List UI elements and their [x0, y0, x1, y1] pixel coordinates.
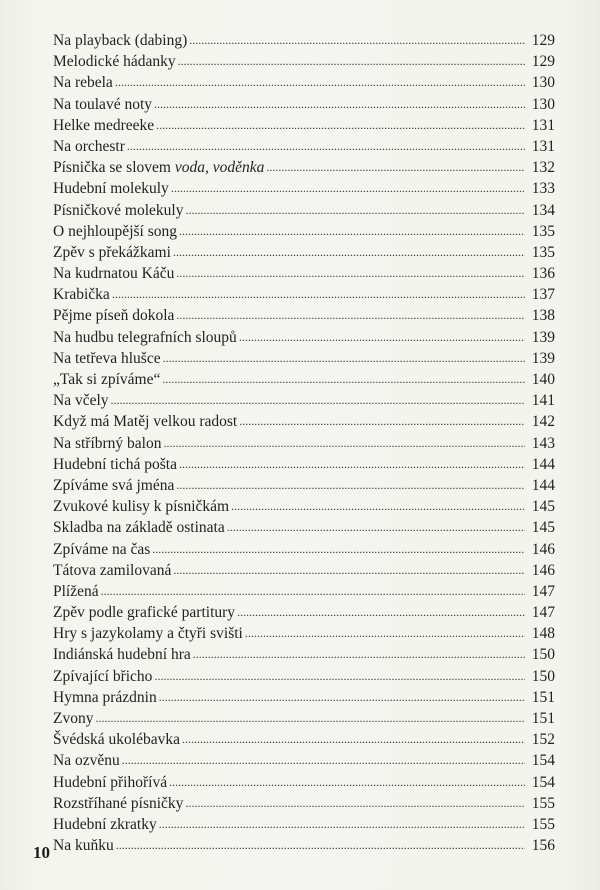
dot-leader — [179, 221, 525, 242]
toc-entry — [53, 602, 555, 623]
toc-entry-page: 135 — [531, 243, 555, 261]
toc-entry — [53, 327, 555, 348]
toc-entry-title: Indiánská hudební hra — [53, 646, 191, 664]
dot-leader — [176, 305, 525, 326]
toc-entry-page: 146 — [531, 540, 555, 558]
toc-entry-title: Hudební přihořívá — [53, 773, 168, 791]
toc-entry-title: Melodické hádanky — [53, 53, 176, 71]
toc-entry-title: Na hudbu telegrafních sloupů — [53, 328, 237, 346]
toc-entry-title: Zpívající břicho — [53, 667, 153, 685]
toc-entry — [53, 623, 555, 644]
toc-entry — [53, 475, 555, 496]
toc-entry — [53, 539, 555, 560]
toc-entry-page: 132 — [531, 159, 555, 177]
toc-entry — [53, 814, 555, 835]
dot-leader — [159, 687, 525, 708]
toc-entry-page: 151 — [531, 688, 555, 706]
dot-leader — [159, 814, 525, 835]
toc-entry-page: 150 — [531, 646, 555, 664]
toc-entry-title: Hry s jazykolamy a čtyři svišti — [53, 625, 243, 643]
toc-entry-page: 137 — [531, 286, 555, 304]
toc-entry-title: Na toulavé noty — [53, 95, 153, 113]
toc-entry-page: 140 — [531, 371, 555, 388]
toc-entry-title: Na kuňku — [53, 837, 114, 855]
toc-entry-title: Na orchestr — [53, 137, 125, 155]
dot-leader — [182, 729, 525, 750]
dot-leader — [231, 496, 525, 517]
toc-entry-page: 131 — [531, 137, 555, 155]
dot-leader — [115, 72, 525, 93]
toc-entry — [53, 835, 555, 856]
dot-leader — [154, 666, 525, 687]
page-number: 10 — [33, 843, 50, 862]
toc-entry — [53, 390, 555, 411]
toc-entry — [53, 136, 555, 157]
dot-leader — [116, 835, 525, 856]
dot-leader — [122, 750, 525, 771]
toc-entry-page: 135 — [531, 222, 555, 240]
toc-entry — [53, 94, 555, 115]
dot-leader — [173, 560, 525, 581]
toc-entry-page: 142 — [531, 413, 555, 431]
toc-entry-title: Hudební tichá pošta — [53, 455, 177, 473]
dot-leader — [245, 623, 525, 644]
toc-entry — [53, 72, 555, 93]
toc-entry-page: 131 — [531, 116, 555, 134]
toc-entry — [53, 369, 555, 390]
dot-leader — [154, 94, 525, 115]
dot-leader — [163, 348, 525, 369]
toc-entry-title: Zpěv s překážkami — [53, 243, 171, 261]
toc-entry-title: Hymna prázdnin — [53, 688, 157, 706]
toc-entry — [53, 284, 555, 305]
toc-entry-title: Zpíváme svá jména — [53, 476, 175, 494]
toc-entry — [53, 581, 555, 602]
toc-entry — [53, 772, 555, 793]
toc-entry-title: Krabička — [53, 286, 110, 304]
toc-entry-title: Rozstříhané písničky — [53, 794, 184, 812]
dot-leader — [111, 390, 525, 411]
toc-entry-page: 154 — [531, 773, 555, 791]
dot-leader — [185, 200, 525, 221]
toc-entry-page: 152 — [531, 731, 555, 749]
dot-leader — [127, 136, 525, 157]
dot-leader — [266, 157, 525, 178]
toc-entry-page: 156 — [531, 837, 555, 855]
toc-entry — [53, 157, 555, 178]
toc-entry — [53, 793, 555, 814]
toc-entry — [53, 411, 555, 432]
toc-entry-title: Švédská ukolébavka — [53, 731, 180, 749]
toc-entry-page: 145 — [531, 498, 555, 516]
dot-leader — [237, 602, 525, 623]
dot-leader — [185, 793, 525, 814]
toc-entry — [53, 242, 555, 263]
toc-entry — [53, 750, 555, 771]
toc-entry-title: Zvony — [53, 710, 94, 727]
toc-entry-page: 155 — [531, 794, 555, 812]
dot-leader — [152, 539, 525, 560]
toc-entry — [53, 178, 555, 199]
toc-entry-title: Zvukové kulisy k písničkám — [53, 498, 230, 516]
toc-entry — [53, 708, 555, 729]
toc-entry-page: 129 — [531, 53, 555, 71]
toc-entry-page: 154 — [531, 752, 555, 770]
toc-entry — [53, 454, 555, 475]
toc-entry-page: 136 — [531, 265, 555, 283]
toc-entry-page: 155 — [531, 815, 555, 833]
dot-leader — [239, 327, 525, 348]
dot-leader — [169, 772, 525, 793]
toc-entry-title: Plížená — [53, 582, 99, 600]
toc-entry-title: Tátova zamilovaná — [53, 561, 172, 579]
dot-leader — [163, 433, 525, 454]
toc-entry-page: 143 — [531, 434, 555, 452]
toc-entry-page: 130 — [531, 95, 555, 113]
toc-entry-title: O nejhloupější song — [53, 222, 177, 240]
dot-leader — [173, 242, 525, 263]
toc-entry — [53, 263, 555, 284]
toc-entry — [53, 115, 555, 136]
dot-leader — [176, 263, 525, 284]
toc-entry-page: 138 — [531, 307, 555, 325]
dot-leader — [227, 517, 525, 538]
toc-entry-title: Písničkové molekuly — [53, 201, 184, 219]
toc-entry-page: 147 — [531, 582, 555, 600]
toc-entry-title: Na playback (dabing) — [53, 32, 188, 49]
toc-entry — [53, 51, 555, 72]
toc-entry-page: 147 — [531, 604, 555, 622]
dot-leader — [95, 708, 525, 729]
toc-entry-title: Zpíváme na čas — [53, 540, 151, 558]
toc-entry-title: Když má Matěj velkou radost — [53, 413, 238, 431]
toc-entry-title: „Tak si zpíváme“ — [53, 371, 161, 388]
toc-entry-title: Na ozvěnu — [53, 752, 120, 770]
toc-entry — [53, 30, 555, 51]
toc-entry-page: 145 — [531, 519, 555, 537]
toc-entry — [53, 666, 555, 687]
toc-entry — [53, 348, 555, 369]
toc-entry-title: Na rebela — [53, 74, 113, 92]
table-of-contents — [53, 30, 555, 856]
toc-entry-page: 141 — [531, 392, 555, 410]
dot-leader — [112, 284, 525, 305]
toc-entry-title: Písnička se slovem voda, voděnka — [53, 159, 265, 177]
toc-entry — [53, 644, 555, 665]
dot-leader — [176, 475, 525, 496]
toc-entry-page: 133 — [531, 180, 555, 198]
toc-entry — [53, 221, 555, 242]
toc-entry-title: Helke medreeke — [53, 116, 155, 134]
toc-entry-page: 139 — [531, 349, 555, 367]
toc-entry — [53, 305, 555, 326]
toc-entry-page: 146 — [531, 561, 555, 579]
toc-entry-title: Hudební molekuly — [53, 180, 169, 198]
toc-entry-title: Na včely — [53, 392, 109, 410]
toc-entry-title: Na tetřeva hlušce — [53, 349, 161, 367]
dot-leader — [156, 115, 525, 136]
dot-leader — [171, 178, 525, 199]
toc-entry-title: Skladba na základě ostinata — [53, 519, 225, 537]
toc-entry-title: Na stříbrný balon — [53, 434, 162, 452]
toc-entry-title-italic: voda, voděnka — [174, 159, 265, 177]
toc-entry — [53, 517, 555, 538]
toc-entry — [53, 433, 555, 454]
toc-entry — [53, 687, 555, 708]
dot-leader — [162, 369, 525, 390]
toc-entry-page: 130 — [531, 74, 555, 92]
toc-entry-page: 148 — [531, 625, 555, 643]
toc-entry-page: 151 — [531, 710, 555, 727]
dot-leader — [101, 581, 525, 602]
dot-leader — [239, 411, 525, 432]
toc-entry-title: Pějme píseň dokola — [53, 307, 175, 325]
dot-leader — [178, 51, 525, 72]
toc-entry — [53, 496, 555, 517]
toc-entry — [53, 200, 555, 221]
dot-leader — [189, 30, 525, 51]
toc-entry-page: 139 — [531, 328, 555, 346]
toc-entry-page: 134 — [531, 201, 555, 219]
dot-leader — [193, 644, 525, 665]
toc-entry-page: 144 — [531, 476, 555, 494]
toc-entry-page: 144 — [531, 455, 555, 473]
toc-entry-title: Hudební zkratky — [53, 815, 157, 833]
dot-leader — [179, 454, 525, 475]
toc-entry-title: Na kudrnatou Káču — [53, 265, 175, 283]
toc-entry-title: Zpěv podle grafické partitury — [53, 604, 236, 622]
toc-entry-page: 129 — [531, 32, 555, 49]
toc-entry — [53, 729, 555, 750]
toc-entry-page: 150 — [531, 667, 555, 685]
toc-entry — [53, 560, 555, 581]
